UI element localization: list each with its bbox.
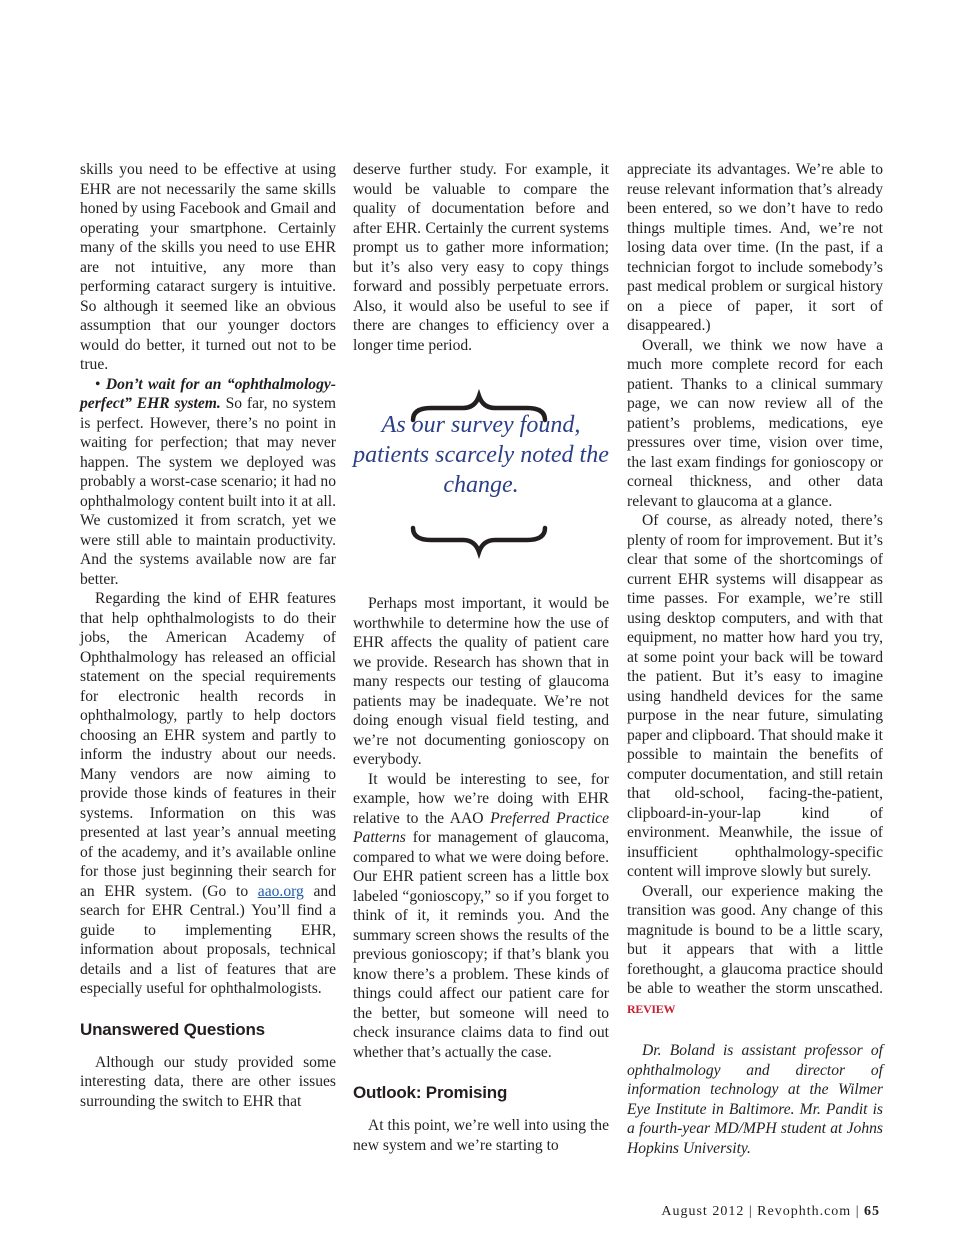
paragraph: Perhaps most important, it would be worthwhile to determine how the use of EHR affects the quality of patient care we provide. Research has shown that in many respects our testing of glaucoma patients may be inadequate. We’re not doing enough visual field testing, and we’re not documenting gonioscopy on everybody. (353, 595, 609, 768)
article-column-3 (627, 160, 883, 1158)
italic-title: Preferred Practice Patterns (353, 809, 609, 846)
paragraph: skills you need to be effective at using EHR are not necessarily the same skills honed by using Facebook and Gmail and operating your smartphone. Certainly many of the skills you need to use EHR are not intuitive, any more than performing cataract surgery is intuitive. So although it seemed like an obvious assumption that our younger doctors would do better, it turned out not to be true. (80, 161, 336, 373)
paragraph: Of course, as already noted, there’s plenty of room for improvement. But it’s clear that some of the shortcomings of current EHR systems will disappear as time passes. For example, we’re still using desktop computers, and with that equipment, no matter how hard you try, at some point your back will be toward the patient. But it’s easy to imagine using handheld devices for the same purpose in the near future, simulating paper and clipboard. That should make it possible to maintain the benefits of computer documentation, and still retain that old-school, facing-the-patient, clipboard-in-your-lap kind of environment. Meanwhile, the issue of insufficient ophthalmology-specific content will improve slowly but surely. (627, 512, 883, 880)
section-heading-outlook: Outlook: Promising (353, 1083, 508, 1102)
paragraph (80, 589, 336, 999)
article-column-2 (353, 160, 609, 1155)
paragraph-text: Regarding the kind of EHR features that help ophthalmologists to do their jobs, the American Academy of Ophthalmology has released an official statement on the special requirements for electronic health records in ophthalmology, partly to help doctors choosing an EHR system and partly to inform the industry about our needs. Many vendors are now aiming to provide those kinds of features in their systems. Information on this was presented at last year’s annual meeting of the academy, and it’s available online for those just beginning their search for an EHR system. (Go to (80, 590, 336, 900)
paragraph-text: Overall, our experience making the transition was good. Any change of this magnitude is bound to be a little scary, but it appears that with a little forethought, a glaucoma practice should be able to weather the storm unscathed. (627, 882, 883, 997)
paragraph (353, 770, 609, 1063)
issue-date: August 2012 (661, 1204, 745, 1219)
bullet-lead-in: Don’t wait for an “ophthalmology-perfect” EHR system. (80, 375, 336, 412)
paragraph (627, 882, 883, 1020)
section-heading-unanswered-questions: Unanswered Questions (80, 1019, 265, 1039)
page-number: 65 (864, 1204, 880, 1219)
paragraph: appreciate its advantages. We’re able to reuse relevant information that’s already been entered, so we don’t have to redo things multiple times. And, we’re not losing data over time. (In the past, if a technician forgot to include somebody’s past medical problem or surgical history on a piece of paper, it sort of disappeared.) (627, 161, 883, 334)
paragraph (80, 375, 336, 590)
footer-separator: | (748, 1204, 753, 1219)
author-bio-text: Dr. Boland is assistant professor of ophthalmology and director of information technology at the Wilmer Eye Institute in Baltimore. Mr. Pandit is a fourth-year MD/MPH student at Johns Hopkins University. (627, 1042, 883, 1157)
pull-quote-text: As our survey found, patients scarcely noted the change. (353, 412, 609, 498)
paragraph-text: and search for EHR Central.) You’ll find a guide to implementing EHR, information about proposals, technical details and a list of features that are especially useful for ophthalmologists. (80, 882, 336, 997)
review-end-mark: REVIEW (627, 1001, 676, 1016)
paragraph-text: So far, no system is perfect. However, there’s no point in waiting for perfection; that may never happen. The system we deployed was probably a worst-case scenario; it had no ophthalmology content built into it at all. We customized it from scratch, yet we were still able to maintain productivity. And the systems available now are far better. (80, 395, 336, 588)
aao-link[interactable]: aao.org (257, 882, 304, 900)
bottom-brace-icon (413, 528, 545, 552)
paragraph: Although our study provided some interesting data, there are other issues surrounding the switch to EHR that (80, 1053, 336, 1110)
paragraph-text: for management of glaucoma, compared to what we were doing before. Our EHR patient screen has a little box labeled “gonioscopy,” so if you forget to think of it, it reminds you. And the summary screen shows the results of the previous gonioscopy; if that’s blank you know there’s a problem. These kinds of things could affect our patient care for the better, but someone will need to check insurance claims data to find out whether that’s actually the case. (353, 829, 609, 1061)
paragraph: deserve further study. For example, it would be valuable to compare the quality of documentation before and after EHR. Certainly the current systems prompt us to gather more information; but it’s also very easy to copy things forward and possibly perpetuate errors. Also, it would also be useful to see if there are changes to efficiency over a longer time period. (353, 161, 609, 354)
site-name: Revophth.com (757, 1204, 852, 1219)
paragraph-text: It would be interesting to see, for example, how we’re doing with EHR relative to the AAO (353, 770, 609, 827)
bullet: • (95, 375, 106, 393)
paragraph: At this point, we’re well into using the new system and we’re starting to (353, 1117, 609, 1154)
paragraph: Overall, we think we now have a much more complete record for each patient. Thanks to a clinical summary page, we can now review all of the patient’s problems, medications, eye pressures over time, vision over time, the last exam findings for gonioscopy or corneal thickness, and other data relevant to glaucoma at a glance. (627, 336, 883, 510)
pull-quote (353, 374, 609, 574)
footer-separator: | (855, 1204, 860, 1219)
author-bio (627, 1041, 883, 1158)
article-column-1 (80, 160, 336, 1111)
page-footer (661, 1204, 880, 1220)
